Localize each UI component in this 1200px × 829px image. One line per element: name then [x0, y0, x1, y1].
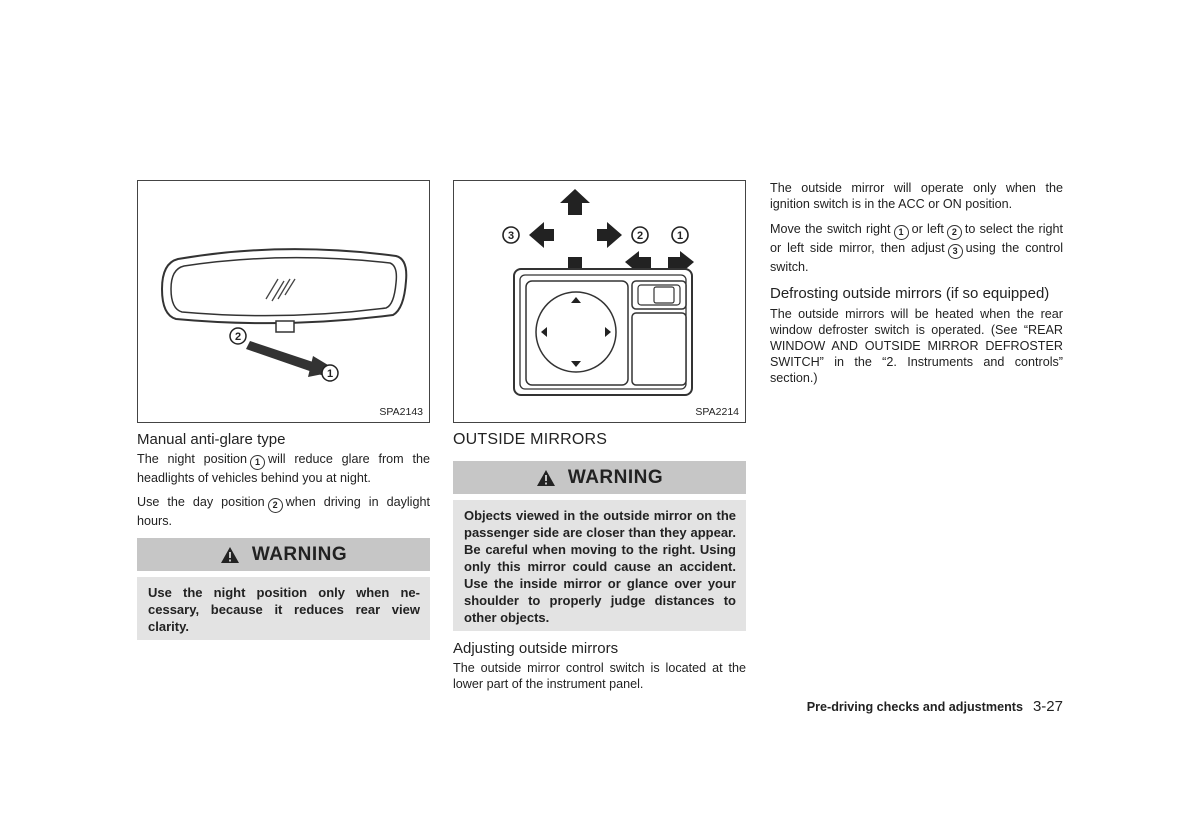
callout-2: 2: [636, 230, 644, 242]
callout-1: 1: [326, 368, 334, 380]
day-position-text: Use the day position 2 when driving in daylight hours.: [137, 495, 430, 528]
left-column: [137, 180, 430, 640]
warning-header: [453, 461, 746, 494]
footer-section: Pre-driving checks and adjustments: [806, 700, 1023, 714]
rearview-mirror-illustration: [138, 181, 428, 421]
operation-text: The outside mirror will operate only when the ignition switch is in the ACC or ON position.: [770, 181, 1063, 211]
warning-icon: [220, 546, 240, 564]
defrost-text: The outside mirrors will be heated when the rear window defroster switch is operated. (See “REAR WINDOW AND OUTSIDE MIRROR DEFROSTER SWITCH” in the “2. Instruments and controls” section.): [770, 307, 1063, 385]
warning-header: [137, 538, 430, 571]
callout-3: 3: [507, 230, 515, 242]
anti-glare-heading: Manual anti-glare type: [137, 431, 286, 448]
warning-text: Use the night position only when ne-cessary, because it reduces rear view clarity.: [137, 577, 430, 640]
callout-1: 1: [676, 230, 684, 242]
warning-text: Objects viewed in the outside mirror on the passenger side are closer than they appear. Be careful when moving to the right. Using only this mirror could cause an accident. Use the inside mirror or glance over your shoulder to properly judge distances to other objects.: [453, 500, 746, 631]
warning-title: WARNING: [251, 543, 348, 565]
outside-mirrors-heading: OUTSIDE MIRRORS: [453, 431, 608, 448]
figure-code: SPA2143: [379, 406, 423, 418]
callout-2: 2: [234, 331, 242, 343]
middle-column: [453, 180, 746, 692]
figure-code: SPA2214: [695, 406, 739, 418]
switch-location-text: The outside mirror control switch is located at the lower part of the instrument panel.: [453, 661, 746, 691]
mirror-switch-figure: [453, 180, 746, 423]
rearview-mirror-figure: [137, 180, 430, 423]
adjusting-heading: Adjusting outside mirrors: [453, 640, 619, 657]
page-footer: [720, 698, 1063, 715]
page-number: 3-27: [1032, 698, 1063, 715]
mirror-switch-illustration: [454, 181, 744, 421]
night-position-text: The night position 1 will reduce glare from the headlights of vehicles behind you at night.: [137, 452, 430, 485]
warning-icon: [536, 469, 556, 487]
select-mirror-text: Move the switch right 1 or left 2 to select the right or left side mirror, then adjust 3 using the control switch.: [770, 222, 1064, 274]
defrosting-heading: Defrosting outside mirrors (if so equipped): [770, 285, 1050, 302]
warning-title: WARNING: [567, 466, 664, 488]
right-column: [770, 180, 1063, 386]
